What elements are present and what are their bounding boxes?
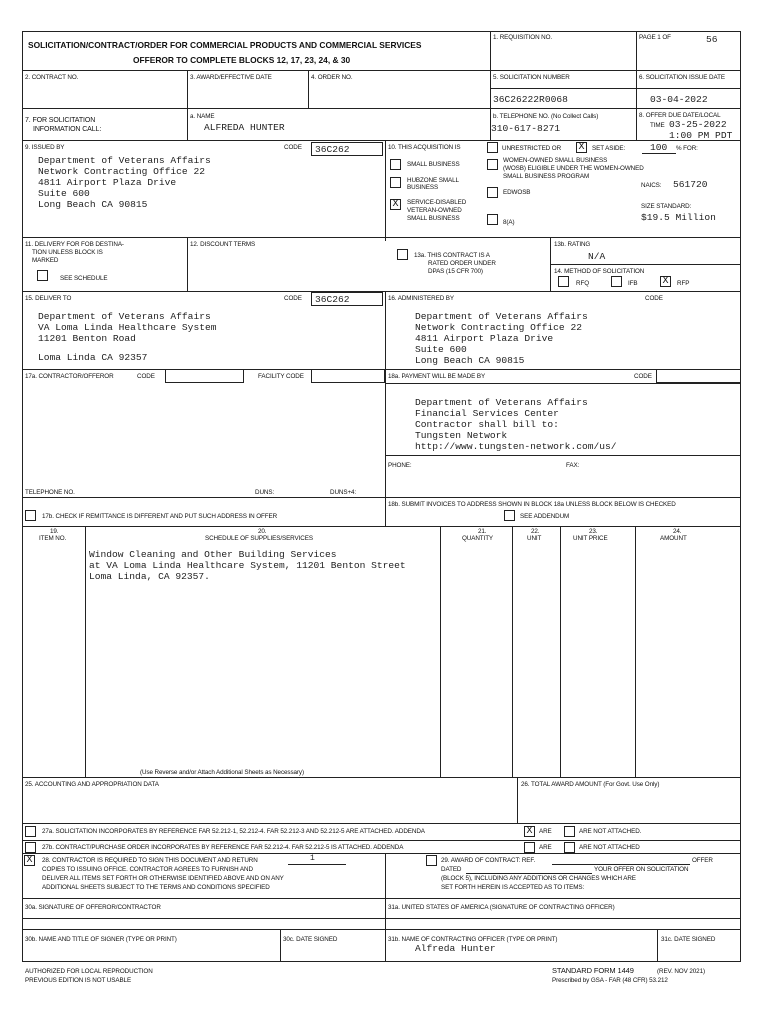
administered-by-line-3: 4811 Airport Plaza Drive (415, 333, 554, 344)
deliver-to-label: 15. DELIVER TO (25, 295, 72, 302)
set-aside-percent[interactable]: 100 (650, 142, 668, 153)
payment-line-3: Contractor shall bill to: (415, 419, 559, 430)
delivery-fob-label: 11. DELIVERY FOR FOB DESTINA- (25, 241, 124, 248)
see-schedule-checkbox[interactable] (37, 270, 48, 281)
rfp-checkbox[interactable]: X (660, 276, 671, 287)
29-checkbox[interactable] (426, 855, 437, 866)
remittance-label: 17b. CHECK IF REMITTANCE IS DIFFERENT AND PUT SUCH ADDRESS IN OFFER (42, 513, 278, 520)
small-business-label: SMALL BUSINESS (407, 161, 460, 168)
30c-label: 30c. DATE SIGNED (283, 936, 338, 943)
27a-are-label: ARE (539, 828, 552, 835)
deliver-to-line-1: Department of Veterans Affairs (38, 311, 211, 322)
deliver-to-code: 36C262 (315, 294, 350, 305)
contractor-telephone-label: TELEPHONE NO. (25, 489, 75, 496)
issued-by-line-4: Suite 600 (38, 188, 90, 199)
28-line-3: DELIVER ALL ITEMS SET FORTH OR OTHERWISE IDENTIFIED ABOVE AND ON ANY (42, 875, 284, 882)
contracting-officer-name[interactable]: Alfreda Hunter (415, 943, 496, 954)
deliver-to-line-5: Loma Linda CA 92357 (38, 352, 148, 363)
27a-are-not-checkbox[interactable] (564, 826, 575, 837)
payment-code-box[interactable] (656, 369, 741, 383)
27b-are-not-checkbox[interactable] (564, 842, 575, 853)
27a-checkbox[interactable] (25, 826, 36, 837)
contractor-code-box[interactable] (165, 369, 244, 383)
31a-label: 31a. UNITED STATES OF AMERICA (SIGNATURE OF CONTRACTING OFFICER) (388, 904, 615, 911)
duns-label: DUNS: (255, 489, 275, 496)
issue-date-label: 6. SOLICITATION ISSUE DATE (639, 74, 725, 81)
footer-previous: PREVIOUS EDITION IS NOT USABLE (25, 977, 132, 984)
acquisition-label: 10. THIS ACQUISITION IS (388, 144, 461, 151)
small-business-checkbox[interactable] (390, 159, 401, 170)
administered-by-line-1: Department of Veterans Affairs (415, 311, 588, 322)
col-schedule: SCHEDULE OF SUPPLIES/SERVICES (205, 535, 313, 542)
for-info-label: 7. FOR SOLICITATION (25, 117, 96, 124)
remittance-checkbox[interactable] (25, 510, 36, 521)
ifb-checkbox[interactable] (611, 276, 622, 287)
rated-order-label-3: DPAS (15 CFR 700) (428, 268, 483, 275)
deliver-to-line-3: 11201 Benton Road (38, 333, 136, 344)
footer-prescribed: Prescribed by GSA - FAR (48 CFR) 53.212 (552, 977, 668, 984)
footer-revision: (REV. NOV 2021) (657, 968, 705, 975)
rated-order-checkbox[interactable] (397, 249, 408, 260)
8a-checkbox[interactable] (487, 214, 498, 225)
reverse-note: (Use Reverse and/or Attach Additional Sheets as Necessary) (140, 769, 304, 776)
27b-checkbox[interactable] (25, 842, 36, 853)
sdvosb-checkbox[interactable]: X (390, 199, 401, 210)
size-standard[interactable]: $19.5 Million (641, 212, 716, 223)
accounting-label: 25. ACCOUNTING AND APPROPRIATION DATA (25, 781, 159, 788)
edwosb-label: EDWOSB (503, 189, 531, 196)
col-amount: AMOUNT (660, 535, 687, 542)
offer-due-label: 8. OFFER DUE DATE/LOCAL (639, 112, 721, 119)
27a-are-checkbox[interactable]: X (524, 826, 535, 837)
administered-by-line-2: Network Contracting Office 22 (415, 322, 582, 333)
col-quantity-num: 21. (478, 528, 487, 535)
payment-code-label: CODE (634, 373, 652, 380)
issued-by-code-box[interactable] (311, 142, 383, 156)
schedule-description-1: Window Cleaning and Other Building Services (89, 549, 337, 560)
method-label: 14. METHOD OF SOLICITATION (554, 268, 645, 275)
29-dated: DATED (441, 866, 462, 873)
hubzone-checkbox[interactable] (390, 177, 401, 188)
issued-by-line-3: 4811 Airport Plaza Drive (38, 177, 177, 188)
page-total: 56 (706, 34, 718, 45)
submit-invoices-label: 18b. SUBMIT INVOICES TO ADDRESS SHOWN IN BLOCK 18a UNLESS BLOCK BELOW IS CHECKED (388, 501, 676, 508)
col-quantity: QUANTITY (462, 535, 494, 542)
payment-line-2: Financial Services Center (415, 408, 559, 419)
delivery-fob-label-2: TION UNLESS BLOCK IS (32, 249, 103, 256)
col-unit-price: UNIT PRICE (573, 535, 608, 542)
payment-fax-label: FAX: (566, 462, 580, 469)
rfq-checkbox[interactable] (558, 276, 569, 287)
col-schedule-num: 20. (258, 528, 267, 535)
size-standard-label: SIZE STANDARD: (641, 203, 692, 210)
percent-for-label: % FOR: (676, 145, 698, 152)
27b-are-label: ARE (539, 844, 552, 851)
wosb-label-2: (WOSB) ELIGIBLE UNDER THE WOMEN-OWNED (503, 165, 644, 172)
facility-code-box[interactable] (311, 369, 385, 383)
issued-by-line-2: Network Contracting Office 22 (38, 166, 205, 177)
deliver-to-code-box[interactable] (311, 292, 383, 306)
page-label: PAGE 1 OF (639, 34, 671, 41)
facility-code-label: FACILITY CODE (258, 373, 304, 380)
28-line-1: 28. CONTRACTOR IS REQUIRED TO SIGN THIS DOCUMENT AND RETURN (42, 857, 258, 864)
28-line-2: COPIES TO ISSUING OFFICE. CONTRACTOR AGREES TO FURNISH AND (42, 866, 253, 873)
issued-by-code-label: CODE (284, 144, 302, 151)
issued-by-label: 9. ISSUED BY (25, 144, 65, 151)
31b-label: 31b. NAME OF CONTRACTING OFFICER (TYPE OR PRINT) (388, 936, 558, 943)
sdvosb-label-3: SMALL BUSINESS (407, 215, 460, 222)
rfp-label: RFP (677, 280, 690, 287)
28-copies[interactable]: 1 (310, 854, 315, 863)
deliver-to-line-2: VA Loma Linda Healthcare System (38, 322, 217, 333)
col-unit-num: 22. (531, 528, 540, 535)
29-line-4: SET FORTH HEREIN IS ACCEPTED AS TO ITEMS: (441, 884, 585, 891)
duns4-label: DUNS+4: (330, 489, 357, 496)
payment-line-4: Tungsten Network (415, 430, 508, 441)
for-info-label-2: INFORMATION CALL: (33, 126, 102, 133)
discount-terms-label: 12. DISCOUNT TERMS (190, 241, 256, 248)
award-date-label: 3. AWARD/EFFECTIVE DATE (190, 74, 272, 81)
total-award-label: 26. TOTAL AWARD AMOUNT (For Govt. Use Only) (521, 781, 660, 788)
27b-are-not-label: ARE NOT ATTACHED (579, 844, 640, 851)
issued-by-line-5: Long Beach CA 90815 (38, 199, 148, 210)
requisition-label: 1. REQUISITION NO. (493, 34, 553, 41)
see-schedule-label: SEE SCHEDULE (60, 275, 108, 282)
unrestricted-checkbox[interactable] (487, 142, 498, 153)
rated-order-label-2: RATED ORDER UNDER (428, 260, 496, 267)
telephone[interactable]: 310-617-8271 (491, 123, 561, 134)
27b-label: 27b. CONTRACT/PURCHASE ORDER INCORPORATES BY REFERENCE FAR 52.212-4. FAR 52.212-5 IS ATTACHED. ADDENDA (42, 844, 404, 851)
set-aside-checkbox[interactable]: X (576, 142, 587, 153)
deliver-to-code-label: CODE (284, 295, 302, 302)
administered-by-line-4: Suite 600 (415, 344, 467, 355)
28-line-4: ADDITIONAL SHEETS SUBJECT TO THE TERMS AND CONDITIONS SPECIFIED (42, 884, 270, 891)
27a-are-not-label: ARE NOT ATTACHED. (579, 828, 642, 835)
offer-due-time-label: TIME (650, 122, 665, 129)
rfq-label: RFQ (576, 280, 589, 287)
payment-label: 18a. PAYMENT WILL BE MADE BY (388, 373, 486, 380)
rating-label: 13b. RATING (554, 241, 591, 248)
wosb-label: WOMEN-OWNED SMALL BUSINESS (503, 157, 608, 164)
administered-by-line-5: Long Beach CA 90815 (415, 355, 525, 366)
rated-order-label: 13a. THIS CONTRACT IS A (414, 252, 490, 259)
schedule-description-3: Loma Linda, CA 92357. (89, 571, 210, 582)
col-unit: UNIT (527, 535, 542, 542)
30a-label: 30a. SIGNATURE OF OFFEROR/CONTRACTOR (25, 904, 161, 911)
contact-name-label: a. NAME (190, 113, 215, 120)
naics-label: NAICS: (641, 182, 662, 189)
set-aside-label: SET ASIDE: (592, 145, 626, 152)
payment-line-1: Department of Veterans Affairs (415, 397, 588, 408)
delivery-fob-label-3: MARKED (32, 257, 59, 264)
27b-are-checkbox[interactable] (524, 842, 535, 853)
hubzone-label: HUBZONE SMALL (407, 177, 459, 184)
col-unit-price-num: 23. (589, 528, 598, 535)
offer-due-time[interactable]: 1:00 PM PDT (669, 130, 733, 141)
unrestricted-label: UNRESTRICTED OR (502, 145, 562, 152)
payment-phone-label: PHONE: (388, 462, 412, 469)
29-line-1: 29. AWARD OF CONTRACT: REF. (441, 857, 536, 864)
ifb-label: IFB (628, 280, 638, 287)
payment-line-5: http://www.tungsten-network.com/us/ (415, 441, 617, 452)
issue-date[interactable]: 03-04-2022 (650, 94, 708, 105)
edwosb-checkbox[interactable] (487, 187, 498, 198)
solicitation-number[interactable]: 36C26222R0068 (493, 94, 568, 105)
contract-no-label: 2. CONTRACT NO. (25, 74, 79, 81)
issued-by-code: 36C262 (315, 144, 350, 155)
administered-by-label: 16. ADMINISTERED BY (388, 295, 454, 302)
see-addendum-label: SEE ADDENDUM (520, 513, 570, 520)
issued-by-line-1: Department of Veterans Affairs (38, 155, 211, 166)
col-amount-num: 24. (673, 528, 682, 535)
30b-label: 30b. NAME AND TITLE OF SIGNER (TYPE OR PRINT) (25, 936, 177, 943)
28-checkbox[interactable]: X (24, 855, 35, 866)
27a-label: 27a. SOLICITATION INCORPORATES BY REFERENCE FAR 52.212-1, 52.212-4. FAR 52.212-3 AND 52.212-5 ARE ATTACHED. ADDENDA (42, 828, 425, 835)
contractor-label: 17a. CONTRACTOR/OFFEROR (25, 373, 114, 380)
sdvosb-label: SERVICE-DISABLED (407, 199, 467, 206)
31c-label: 31c. DATE SIGNED (661, 936, 716, 943)
order-no-label: 4. ORDER NO. (311, 74, 353, 81)
naics-code[interactable]: 561720 (673, 179, 708, 190)
administered-by-code-label: CODE (645, 295, 663, 302)
footer-form-name: STANDARD FORM 1449 (552, 966, 634, 975)
wosb-label-3: SMALL BUSINESS PROGRAM (503, 173, 590, 180)
29-offer: OFFER (692, 857, 713, 864)
see-addendum-checkbox[interactable] (504, 510, 515, 521)
footer-authorized: AUTHORIZED FOR LOCAL REPRODUCTION (25, 968, 153, 975)
offer-due-date[interactable]: 03-25-2022 (669, 119, 727, 130)
contractor-code-label: CODE (137, 373, 155, 380)
hubzone-label-2: BUSINESS (407, 184, 439, 191)
col-item-no: ITEM NO. (39, 535, 67, 542)
sdvosb-label-2: VETERAN-OWNED (407, 207, 462, 214)
rating-value[interactable]: N/A (588, 251, 606, 262)
contact-name[interactable]: ALFREDA HUNTER (204, 122, 285, 133)
form-title: SOLICITATION/CONTRACT/ORDER FOR COMMERCIAL PRODUCTS AND COMMERCIAL SERVICES (28, 40, 422, 50)
col-item-no-num: 19. (50, 528, 59, 535)
wosb-checkbox[interactable] (487, 159, 498, 170)
telephone-label: b. TELEPHONE NO. (No Collect Calls) (493, 113, 599, 120)
29-line-3: (BLOCK 5), INCLUDING ANY ADDITIONS OR CHANGES WHICH ARE (441, 875, 636, 882)
schedule-description-2: at VA Loma Linda Healthcare System, 11201 Benton Street (89, 560, 406, 571)
solicitation-number-label: 5. SOLICITATION NUMBER (493, 74, 570, 81)
8a-label: 8(A) (503, 219, 515, 226)
29-your-offer: YOUR OFFER ON SOLICITATION (594, 866, 689, 873)
form-subtitle: OFFEROR TO COMPLETE BLOCKS 12, 17, 23, 24, & 30 (133, 55, 351, 65)
